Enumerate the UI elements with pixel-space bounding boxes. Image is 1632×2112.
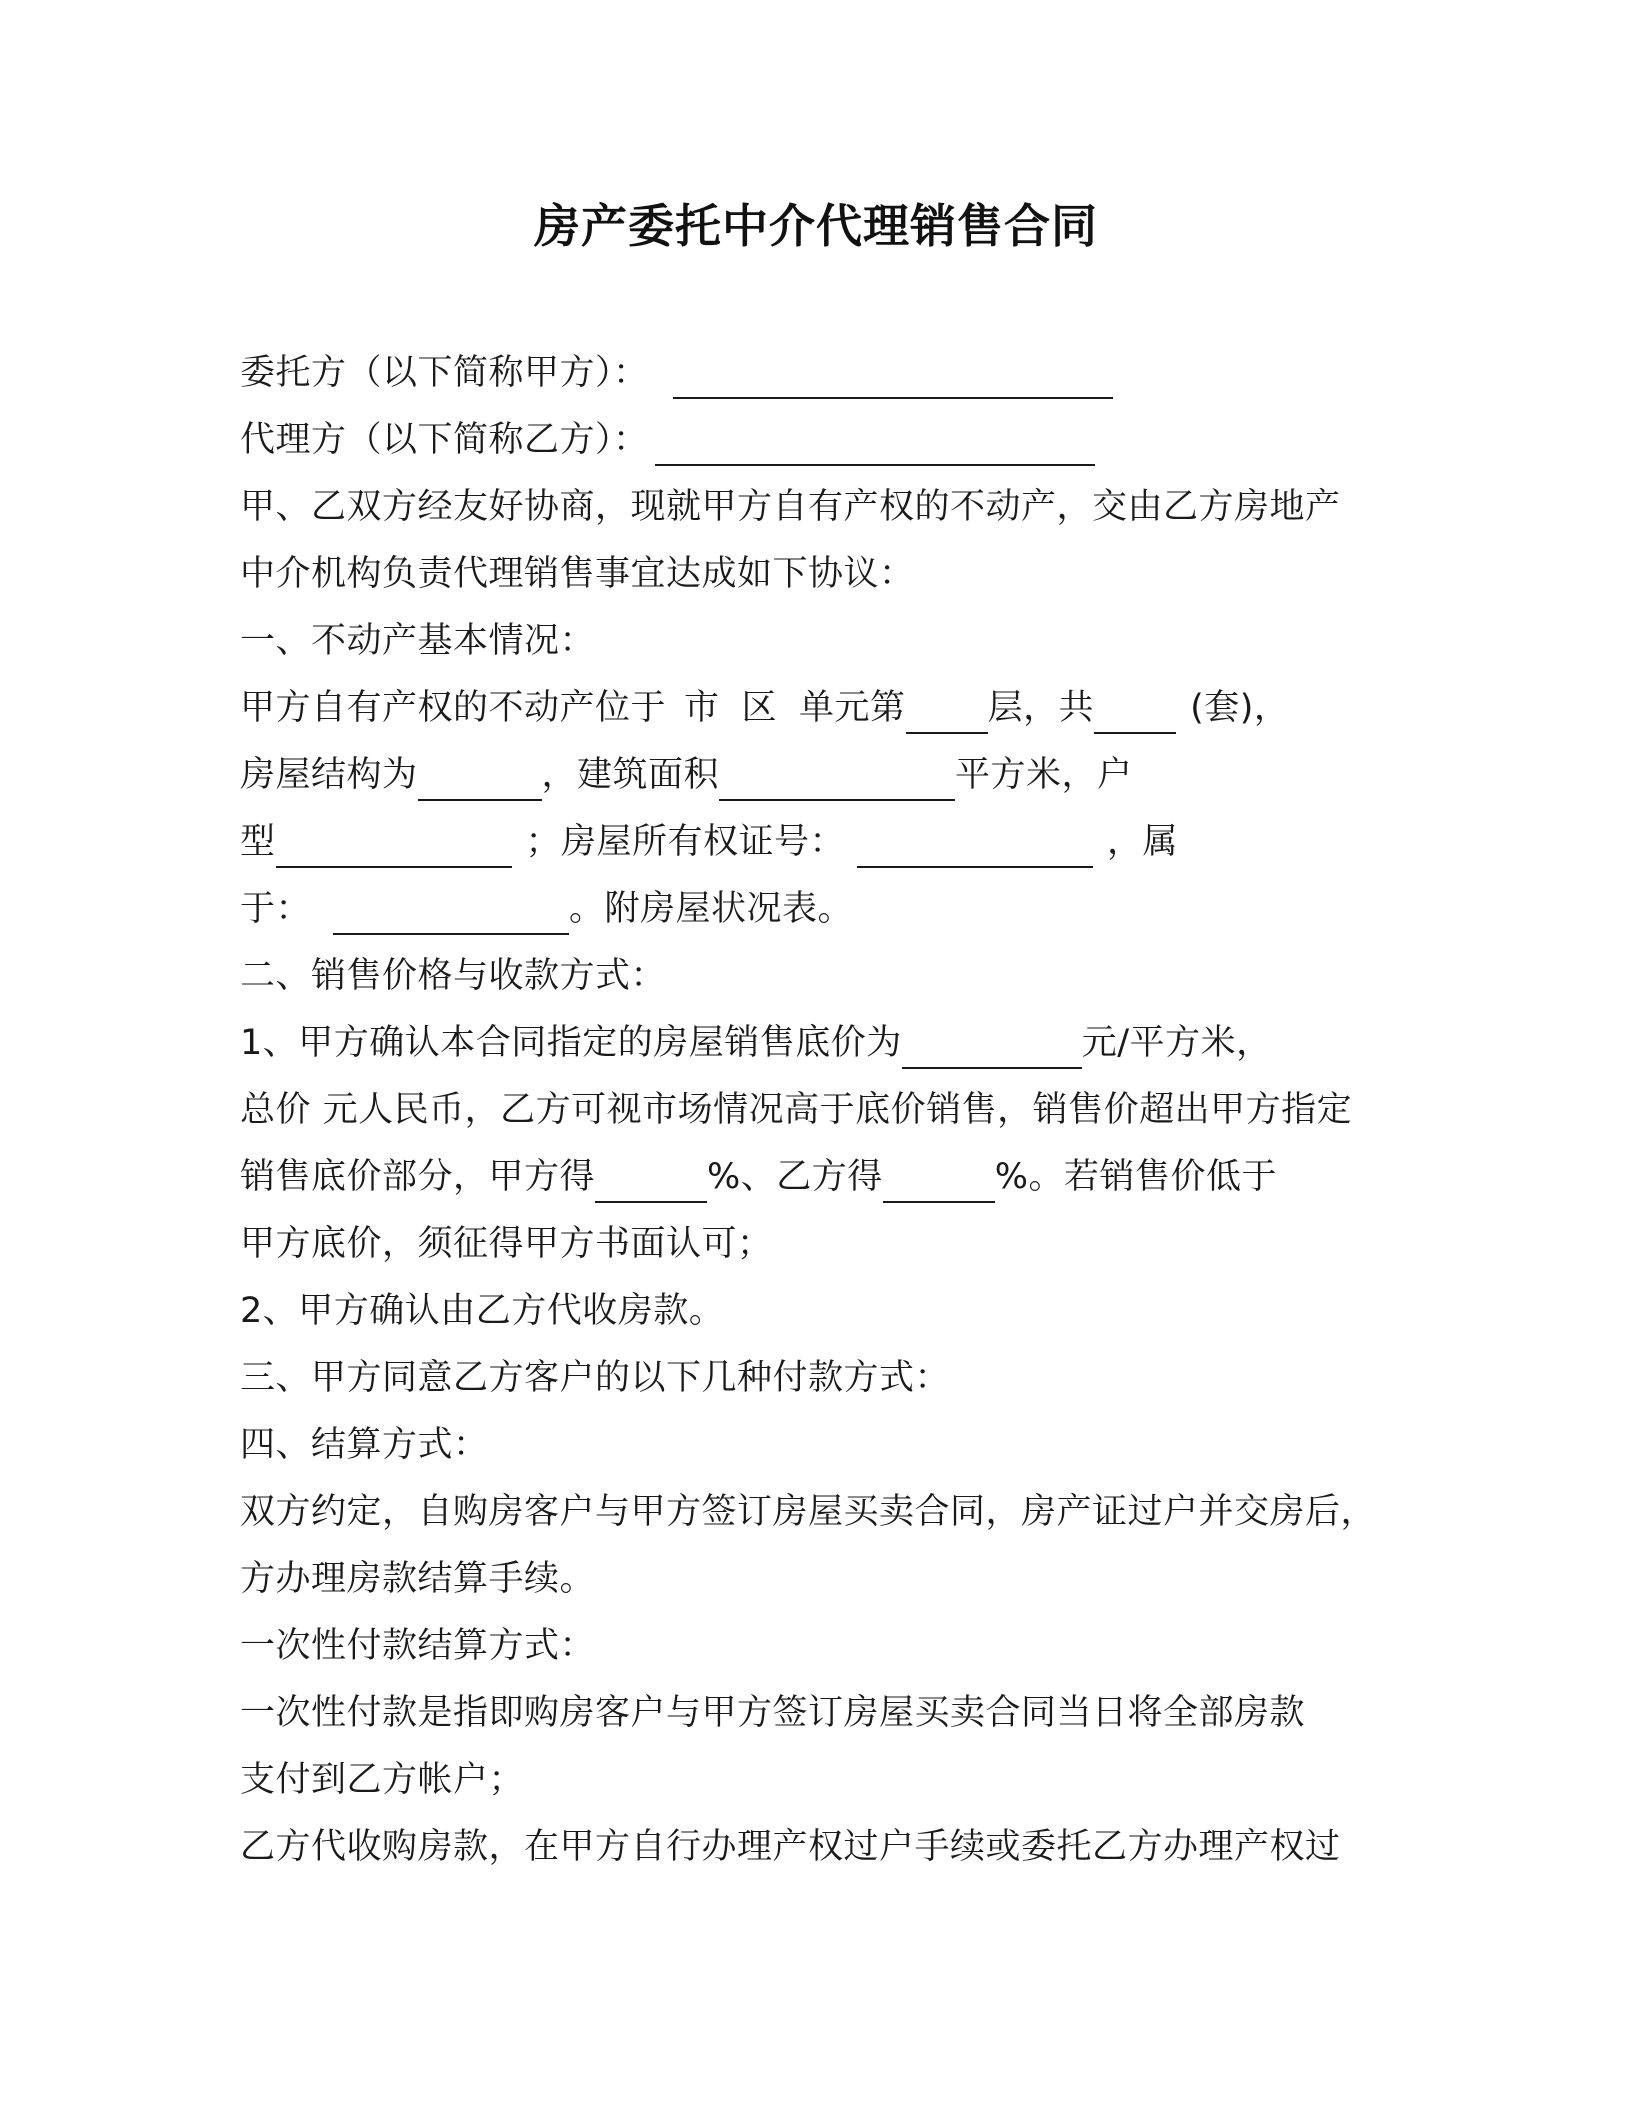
price-unit-label: 元/平方米， [1081,1023,1272,1063]
split-label-a: 销售底价部分，甲方得 [240,1157,596,1197]
price-line-4: 甲方底价，须征得甲方书面认可； [240,1224,773,1264]
section-2-heading: 二、销售价格与收款方式： [240,956,667,996]
area-label: ，建筑面积 [541,755,720,795]
section-3-heading: 三、甲方同意乙方客户的以下几种付款方式： [240,1358,951,1398]
settlement-line-2: 方办理房款结算手续。 [240,1559,596,1599]
party-b-line [240,407,1390,474]
type-label: 型 [240,822,276,862]
lump-sum-line-1: 一次性付款是指即购房客户与甲方签订房屋买卖合同当日将全部房款 [240,1693,1306,1733]
price-line-3 [240,1144,1390,1211]
party-b-percent-blank[interactable] [883,1155,995,1203]
party-a-blank[interactable] [673,351,1113,399]
property-location-line [240,675,1390,742]
district-label: 区 [741,688,778,728]
collection-clause: 2、甲方确认由乙方代收房款。 [240,1291,725,1331]
price-line-1 [240,1010,1390,1077]
belongs-to-blank[interactable] [333,887,569,935]
settlement-line-1: 双方约定，自购房客户与甲方签订房屋买卖合同，房产证过户并交房后， [240,1492,1377,1532]
price-line-2: 总价 元人民币，乙方可视市场情况高于底价销售，销售价超出甲方指定 [240,1090,1353,1130]
split-label-b: %、乙方得 [707,1157,883,1197]
party-a-percent-blank[interactable] [595,1155,707,1203]
area-unit-label: 平方米，户 [955,755,1133,795]
belongs-line [240,876,1390,943]
type-certificate-line [240,809,1390,876]
base-price-blank[interactable] [902,1021,1082,1069]
party-a-line [240,340,1390,407]
party-b-label: 代理方（以下简称乙方）： [240,420,649,460]
certificate-label: ；房屋所有权证号： [525,822,846,862]
unit-label: 单元第 [799,688,906,728]
intro-line-1: 甲、乙双方经友好协商，现就甲方自有产权的不动产，交由乙方房地产 [240,487,1341,527]
belongs-label: ，属 [1107,822,1179,862]
floor-label: 层，共 [987,688,1095,728]
attachment-note: 。附房屋状况表。 [569,889,854,929]
structure-label: 房屋结构为 [240,755,418,795]
location-text: 甲方自有产权的不动产位于 [240,688,667,728]
split-label-c: %。若销售价低于 [994,1157,1278,1197]
section-1-heading: 一、不动产基本情况： [240,621,596,661]
contract-body [240,340,1390,1881]
lump-sum-line-2: 支付到乙方帐户； [240,1760,525,1800]
area-blank[interactable] [719,753,955,801]
structure-blank[interactable] [418,753,542,801]
floor-blank[interactable] [906,686,988,734]
section-4-heading: 四、结算方式： [240,1425,489,1465]
certificate-blank[interactable] [857,820,1093,868]
intro-line-2: 中介机构负责代理销售事宜达成如下协议： [240,554,915,594]
collection-line: 乙方代收购房款，在甲方自行办理产权过户手续或委托乙方办理产权过 [240,1827,1341,1867]
set-count-blank[interactable] [1094,686,1176,734]
belongs-to-label: 于： [240,889,312,929]
city-label: 市 [684,688,720,728]
page-title: 房产委托中介代理销售合同 [534,199,1098,253]
party-b-blank[interactable] [655,418,1095,466]
set-label: (套)， [1190,688,1290,728]
type-blank[interactable] [276,820,512,868]
lump-sum-heading: 一次性付款结算方式： [240,1626,596,1666]
base-price-label: 1、甲方确认本合同指定的房屋销售底价为 [240,1023,902,1063]
party-a-label: 委托方（以下简称甲方）： [240,353,649,393]
structure-area-line [240,742,1390,809]
